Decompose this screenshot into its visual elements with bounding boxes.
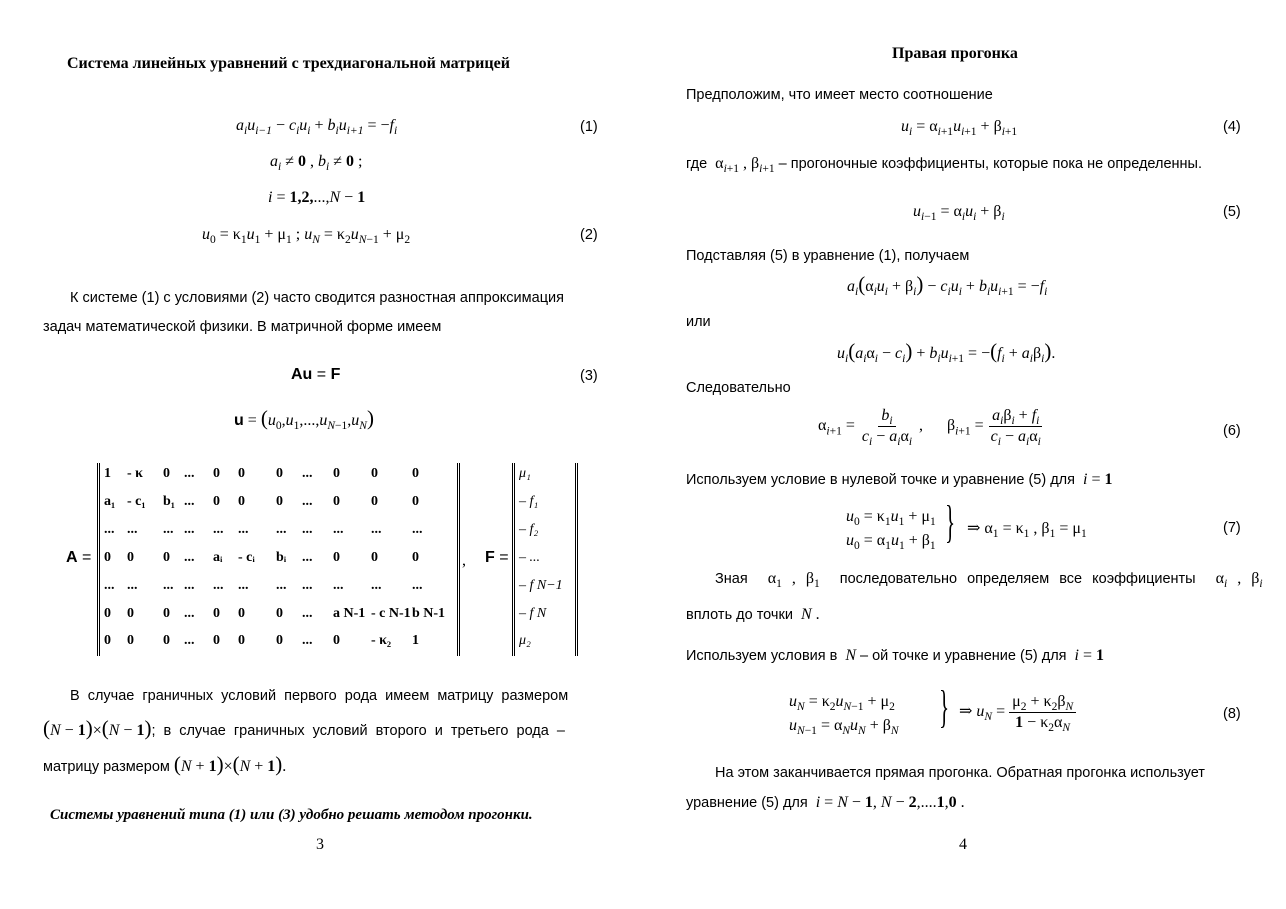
p-use-N-text-2: – ой точке и уравнение (5) для (860, 648, 1067, 664)
p-knowing-text-2: последовательно определяем все коэффициенты (839, 571, 1196, 587)
equation-label-5: (5) (1223, 204, 1241, 220)
matrix-A-cell: ... (412, 522, 423, 537)
matrix-A-label: A = (66, 549, 92, 566)
p-knowing: Зная $\alpha_1$ , $\beta_1$ последовательно определяем все коэффициенты $\alpha_i$ , $\beta_i$ (715, 570, 1263, 591)
right-page (643, 0, 1286, 909)
matrix-separator-comma: , (462, 552, 466, 569)
matrix-A-cell: 0 (412, 550, 419, 565)
matrix-A-cell: 0 (163, 550, 170, 565)
paragraph-1-line-1: К системе (1) с условиями (2) часто сводится разностная аппроксимация (70, 290, 564, 306)
matrix-F-cell: – f N (519, 606, 547, 621)
matrix-A-cell: b N-1 (412, 606, 446, 621)
equation-2: $u_0 = \kappa_1u_1 + \mu_1$ ; $u_N = \kappa_2u_{N-1} + \mu_2$ (202, 226, 411, 247)
matrix-A-cell: ... (184, 550, 195, 565)
page-number-3: 3 (316, 836, 324, 853)
equation-label-3: (3) (580, 368, 598, 384)
matrix-A-cell: ... (184, 633, 195, 648)
right-title: Правая прогонка (892, 45, 1018, 62)
p-suppose: Предположим, что имеет место соотношение (686, 87, 993, 103)
equation-6: $\alpha_{i+1}$ = $\frac{b_i}{c_i - a_i\alpha_i}$ , $\beta_{i+1}$ = $\frac{a_i\beta_i + f_i}{c_i - a_i\alpha_i}$ (818, 407, 1041, 449)
matrix-A-cell: 0 (371, 494, 378, 509)
matrix-A-cell: 0 (213, 494, 220, 509)
matrix-A-cell: 0 (333, 633, 340, 648)
index-range: i = 1,2,...,N − 1 (268, 189, 366, 206)
matrix-A-cell: ... (184, 606, 195, 621)
matrix-A-cell: ... (333, 522, 344, 537)
matrix-A-cell: ... (104, 522, 115, 537)
matrix-F-cell: – f N−1 (519, 578, 563, 593)
matrix-A-cell: 0 (276, 633, 283, 648)
matrix-A-cell: 0 (276, 494, 283, 509)
equation-label-1: (1) (580, 119, 598, 135)
matrix-A-cell: 0 (213, 606, 220, 621)
matrix-A-cell: ... (302, 494, 313, 509)
equation-5: $u_{i-1} = \alpha_iu_i + \beta_i$ (913, 203, 1005, 224)
matrix-A-cell: - cᵢ (238, 550, 255, 565)
matrix-A-cell: ... (371, 522, 382, 537)
paragraph-2-line-2: (N − 1)×(N − 1); в случае граничных условий второго и третьего рода – (43, 716, 565, 740)
equation-label-2: (2) (580, 227, 598, 243)
vector-u: $u = (u_0,u_1,...,u_{N-1},u_N)$ (234, 406, 374, 433)
matrix-A-cell: 0 (213, 466, 220, 481)
matrix-A-cell: ... (184, 578, 195, 593)
matrix-A-cell: 0 (238, 606, 245, 621)
paragraph-1-line-2: задач математической физики. В матричной форме имеем (43, 319, 442, 335)
p-end-line-2-text: уравнение (5) для (686, 795, 808, 811)
paragraph-2-line-3: матрицу размером (N + 1)×(N + 1). (43, 752, 287, 776)
equation-8-system: $u_N = \kappa_2u_{N-1} + \mu_2$ $u_{N-1} = \alpha_Nu_N + \beta_N$ (789, 693, 899, 738)
p-end-line-2: уравнение (5) для i = N − 1, N − 2,....1,0 . (686, 794, 965, 811)
p-use-zero-text: Используем условие в нулевой точке и уравнение (5) для (686, 472, 1075, 488)
matrix-F-cell: μ₁ (519, 466, 531, 481)
matrix-A-cell: ... (213, 522, 224, 537)
matrix-A-cell: 0 (163, 606, 170, 621)
matrix-A-cell: ... (302, 466, 313, 481)
brace-7: } (945, 496, 956, 547)
matrix-A-cell: 0 (163, 466, 170, 481)
brace-8: } (939, 681, 950, 732)
matrix-A-cell: 0 (333, 550, 340, 565)
matrix-A-cell: - κ (127, 466, 143, 481)
matrix-A-cell: 0 (238, 466, 245, 481)
equation-1: $a_iu_{i-1} - c_iu_i + b_iu_{i+1} = -f_i$ (236, 117, 398, 138)
p-knowing-text-1: Зная (715, 571, 748, 587)
matrix-A-cell: ... (302, 606, 313, 621)
conclusion: Системы уравнений типа (1) или (3) удобно решать методом прогонки. (50, 807, 533, 823)
matrix-A-cell: 0 (238, 633, 245, 648)
p-where: где $\alpha_{i+1}$ , $\beta_{i+1}$ – прогоночные коэффициенты, которые пока не определенны. (686, 155, 1203, 176)
matrix-A-cell: 0 (412, 466, 419, 481)
equation-label-8: (8) (1223, 706, 1241, 722)
matrix-A-cell: ... (238, 522, 249, 537)
page-number-4: 4 (959, 836, 967, 853)
equation-label-7: (7) (1223, 520, 1241, 536)
matrix-A-cell: - κ₂ (371, 633, 392, 648)
p-substituting: Подставляя (5) в уравнение (1), получаем (686, 248, 970, 264)
left-title: Система линейных уравнений с трехдиагональной матрицей (67, 55, 510, 72)
matrix-A-cell: a N-1 (333, 606, 366, 621)
matrix-A-cell: 0 (276, 606, 283, 621)
p-use-N: Используем условия в N – ой точке и уравнение (5) для i = 1 (686, 647, 1105, 664)
matrix-A-cell: 0 (127, 606, 134, 621)
matrix-A-cell: ... (184, 466, 195, 481)
matrix-A-cell: 0 (238, 494, 245, 509)
matrix-A-cell: a₁ (104, 494, 116, 509)
equation-grouped: $u_i(a_i\alpha_i - c_i) + b_iu_{i+1} = -(f_i + a_i\beta_i)$. (837, 339, 1056, 366)
p-use-N-text-1: Используем условия в (686, 648, 838, 664)
matrix-F-cell: – f₁ (519, 494, 539, 509)
p-use-zero: Используем условие в нулевой точке и уравнение (5) для i = 1 (686, 471, 1113, 488)
matrix-A-cell: ... (371, 578, 382, 593)
p-therefore: Следовательно (686, 380, 791, 396)
matrix-A-cell: 0 (104, 633, 111, 648)
matrix-A-cell: aᵢ (213, 550, 223, 565)
matrix-A-cell: ... (184, 494, 195, 509)
matrix-A-cell: 0 (127, 550, 134, 565)
equation-label-6: (6) (1223, 423, 1241, 439)
matrix-F-label: F = (485, 549, 509, 566)
equation-3: Au = F (291, 366, 341, 383)
equation-label-4: (4) (1223, 119, 1241, 135)
matrix-A-cell: ... (276, 522, 287, 537)
matrix-A-cell: 0 (213, 633, 220, 648)
matrix-A-cell: ... (163, 522, 174, 537)
equation-substituted: $a_i(\alpha_iu_i + \beta_i) - c_iu_i + b_iu_{i+1} = -f_i$ (847, 272, 1048, 299)
matrix-A-cell: ... (127, 522, 138, 537)
matrix-A-cell: 1 (104, 466, 111, 481)
matrix-A-cell: ... (302, 633, 313, 648)
matrix-A-cell: 0 (371, 466, 378, 481)
matrix-A-cell: ... (412, 578, 423, 593)
paragraph-2-line-1: В случае граничных условий первого рода имеем матрицу размером (70, 688, 569, 704)
matrix-A-cell: 0 (104, 550, 111, 565)
matrix-A-cell: ... (163, 578, 174, 593)
p-where-suffix: – прогоночные коэффициенты, которые пока не определенны. (778, 156, 1203, 172)
p-upto-text: вплоть до точки (686, 607, 793, 623)
matrix-A-cell: b₁ (163, 494, 175, 509)
matrix-A-cell: ... (238, 578, 249, 593)
matrix-A-cell: 0 (333, 466, 340, 481)
matrix-F-cell: – f₂ (519, 522, 539, 537)
matrix-A-cell: 0 (276, 466, 283, 481)
p-or: или (686, 314, 711, 330)
matrix-A-cell: bᵢ (276, 550, 287, 565)
matrix-A-cell: 0 (127, 633, 134, 648)
matrix-A-cell: ... (276, 578, 287, 593)
p-upto: вплоть до точки N . (686, 606, 820, 623)
matrix-A-cell: ... (302, 550, 313, 565)
paragraph-2-line-2-text: ; в случае граничных условий второго и третьего рода – (151, 723, 565, 739)
matrix-A-cell: - c₁ (127, 494, 146, 509)
equation-7-system: $u_0 = \kappa_1u_1 + \mu_1$ $u_0 = \alpha_1u_1 + \beta_1$ (846, 508, 936, 553)
p-where-prefix: где (686, 156, 708, 172)
matrix-A-cell: ... (213, 578, 224, 593)
matrix-A-cell: ... (333, 578, 344, 593)
matrix-A-cell: - c N-1 (371, 606, 411, 621)
equation-7-result: ⇒ $\alpha_1 = \kappa_1$ , $\beta_1 = \mu_1$ (967, 520, 1087, 541)
matrix-A-cell: 0 (371, 550, 378, 565)
matrix-A-cell: 0 (163, 633, 170, 648)
matrix-A-cell: 0 (333, 494, 340, 509)
equation-4: $u_i = \alpha_{i+1}u_{i+1} + \beta_{i+1}$ (901, 118, 1018, 139)
equation-8-result: ⇒ $u_N$ = $\frac{\mu_2 + \kappa_2\beta_N}{1 - \kappa_2\alpha_N}$ (959, 692, 1076, 733)
condition-a-b: $a_i \ne 0$ , $b_i \ne 0$ ; (270, 153, 363, 174)
matrix-A-cell: ... (127, 578, 138, 593)
matrix-F-cell: – ... (519, 550, 540, 565)
paragraph-2-line-3-text: матрицу размером (43, 759, 170, 775)
matrix-A-cell: ... (104, 578, 115, 593)
matrix-A-cell: ... (184, 522, 195, 537)
matrix-A-cell: 0 (412, 494, 419, 509)
matrix-A-cell: ... (302, 578, 313, 593)
matrix-A-cell: 0 (104, 606, 111, 621)
matrix-A-cell: 1 (412, 633, 419, 648)
p-end-line-1: На этом заканчивается прямая прогонка. Обратная прогонка использует (715, 765, 1205, 781)
matrix-A-cell: ... (302, 522, 313, 537)
matrix-F-cell: μ₂ (519, 633, 531, 648)
